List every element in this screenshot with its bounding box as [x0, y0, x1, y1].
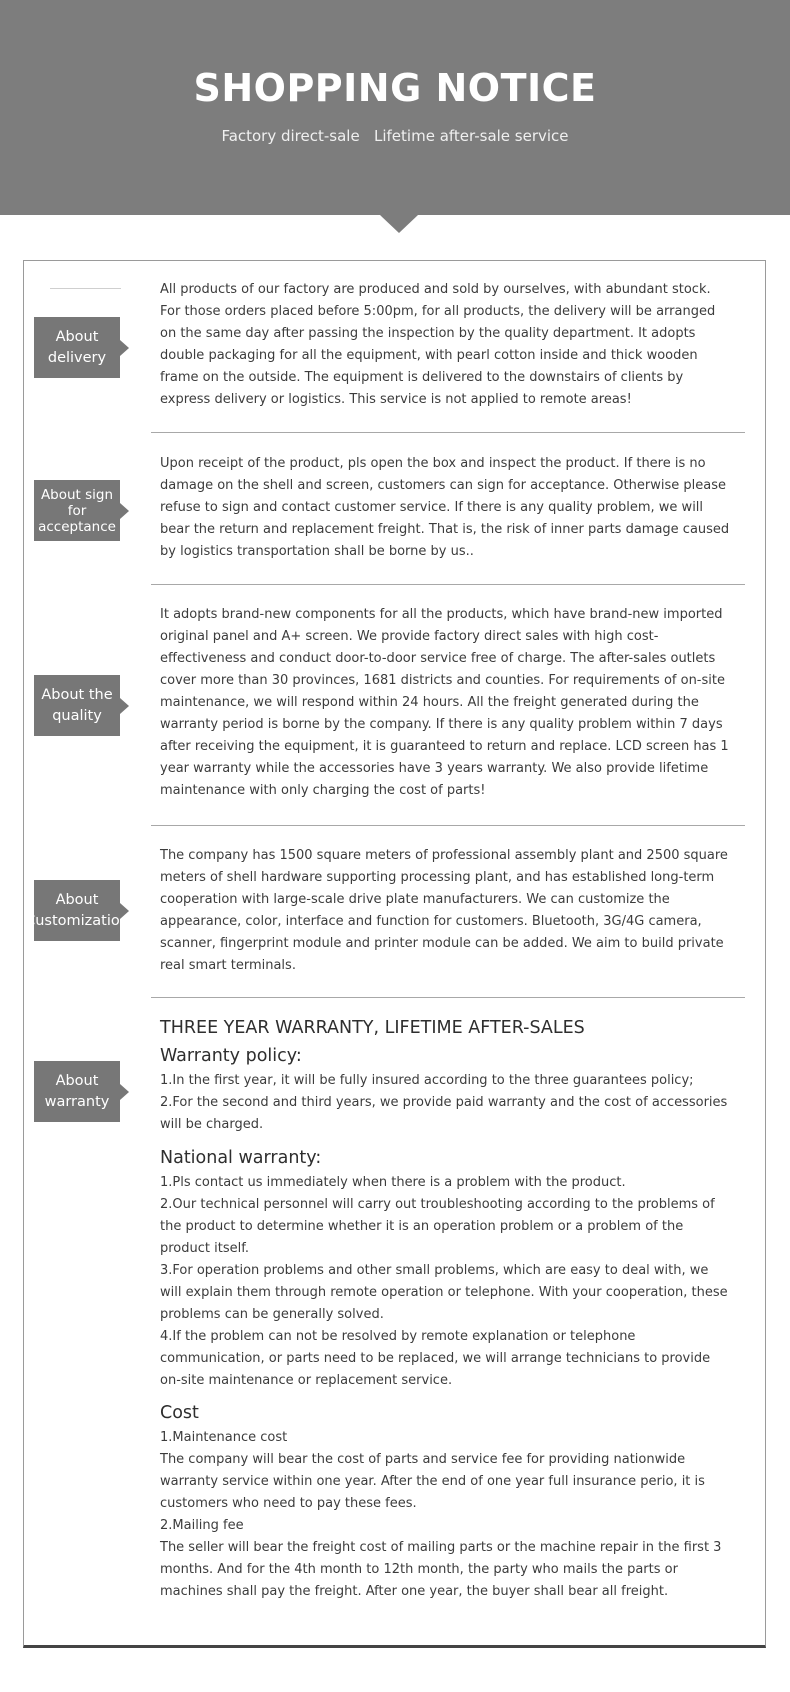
national-item: 3.For operation problems and other small problems, which are easy to deal with, we will explain them through remote operation or telephone. With your cooperation, these problems can be generally solved.: [160, 1263, 728, 1322]
label-acceptance: About sign for acceptance: [34, 480, 120, 541]
text-warranty: [160, 1015, 732, 1603]
warranty-heading: THREE YEAR WARRANTY, LIFETIME AFTER-SALES: [160, 1018, 585, 1038]
label-quality: About the quality: [34, 675, 120, 736]
top-divider: [50, 288, 121, 289]
cost-item: 2.Mailing fee: [160, 1518, 244, 1533]
text-acceptance: [160, 453, 732, 563]
cost-title: Cost: [160, 1403, 199, 1423]
label-warranty: About warranty: [34, 1061, 120, 1122]
national-title: National warranty:: [160, 1148, 322, 1168]
national-item: 2.Our technical personnel will carry out troubleshooting according to the problems of the product to determine whether it is an operation problem or a problem of the product itself.: [160, 1197, 715, 1256]
text-delivery: [160, 279, 732, 411]
customization-paragraph: The company has 1500 square meters of professional assembly plant and 2500 square meters of shell hardware supporting processing plant, and has established long-term cooperation with large-scale drive plate manufacturers. We can customize the appearance, color, interface and function for customers. Bluetooth, 3G/4G camera, scanner, fingerprint module and printer module can be added. We aim to build private real smart terminals.: [160, 848, 728, 973]
page-header: [0, 0, 790, 215]
text-customization: [160, 845, 732, 977]
policy-item: 1.In the first year, it will be fully insured according to the three guarantees policy;: [160, 1073, 694, 1088]
national-item: 1.Pls contact us immediately when there is a problem with the product.: [160, 1175, 626, 1190]
cost-item: 1.Maintenance cost: [160, 1430, 288, 1445]
delivery-paragraph: All products of our factory are produced and sold by ourselves, with abundant stock. For those orders placed before 5:00pm, for all products, the delivery will be arranged on the same day after passing the inspection by the quality department. It adopts double packaging for all the equipment, with pearl cotton inside and thick wooden frame on the outside. The equipment is delivered to the downstairs of clients by express delivery or logistics. This service is not applied to remote areas!: [160, 282, 716, 407]
page-title: SHOPPING NOTICE: [193, 66, 597, 110]
policy-item: 2.For the second and third years, we provide paid warranty and the cost of accessories will be charged.: [160, 1095, 728, 1132]
page-subtitle: Factory direct-sale Lifetime after-sale service: [221, 127, 569, 145]
quality-paragraph: It adopts brand-new components for all the products, which have brand-new imported original panel and A+ screen. We provide factory direct sales with high cost-effectiveness and conduct door-to-door service free of charge. The after-sales outlets cover more than 30 provinces, 1681 districts and counties. For requirements of on-site maintenance, we will respond within 24 hours. All the freight generated during the warranty period is borne by the company. If there is any quality problem within 7 days after receiving the equipment, it is guaranteed to return and replace. LCD screen has 1 year warranty while the accessories have 3 years warranty. We also provide lifetime maintenance with only charging the cost of parts!: [160, 607, 729, 798]
header-pointer: [380, 215, 418, 233]
policy-title: Warranty policy:: [160, 1046, 302, 1066]
section-divider: [151, 997, 745, 998]
text-quality: [160, 604, 732, 802]
label-delivery: About delivery: [34, 317, 120, 378]
cost-item: The seller will bear the freight cost of mailing parts or the machine repair in the first 3 months. And for the 4th month to 12th month, the party who mails the parts or machines shall pay the freight. After one year, the buyer shall bear all freight.: [160, 1540, 722, 1599]
section-divider: [151, 825, 745, 826]
national-item: 4.If the problem can not be resolved by remote explanation or telephone communication, or parts need to be replaced, we will arrange technicians to provide on-site maintenance or replacement service.: [160, 1329, 711, 1388]
section-divider: [151, 432, 745, 433]
acceptance-paragraph: Upon receipt of the product, pls open the box and inspect the product. If there is no damage on the shell and screen, customers can sign for acceptance. Otherwise please refuse to sign and contact customer service. If there is any quality problem, we will bear the return and replacement freight. That is, the risk of inner parts damage caused by logistics transportation shall be borne by us..: [160, 456, 730, 559]
section-divider: [151, 584, 745, 585]
cost-item: The company will bear the cost of parts and service fee for providing nationwide warranty service within one year. After the end of one year full insurance perio, it is customers who need to pay these fees.: [160, 1452, 705, 1511]
label-customization: About Customization: [34, 880, 120, 941]
